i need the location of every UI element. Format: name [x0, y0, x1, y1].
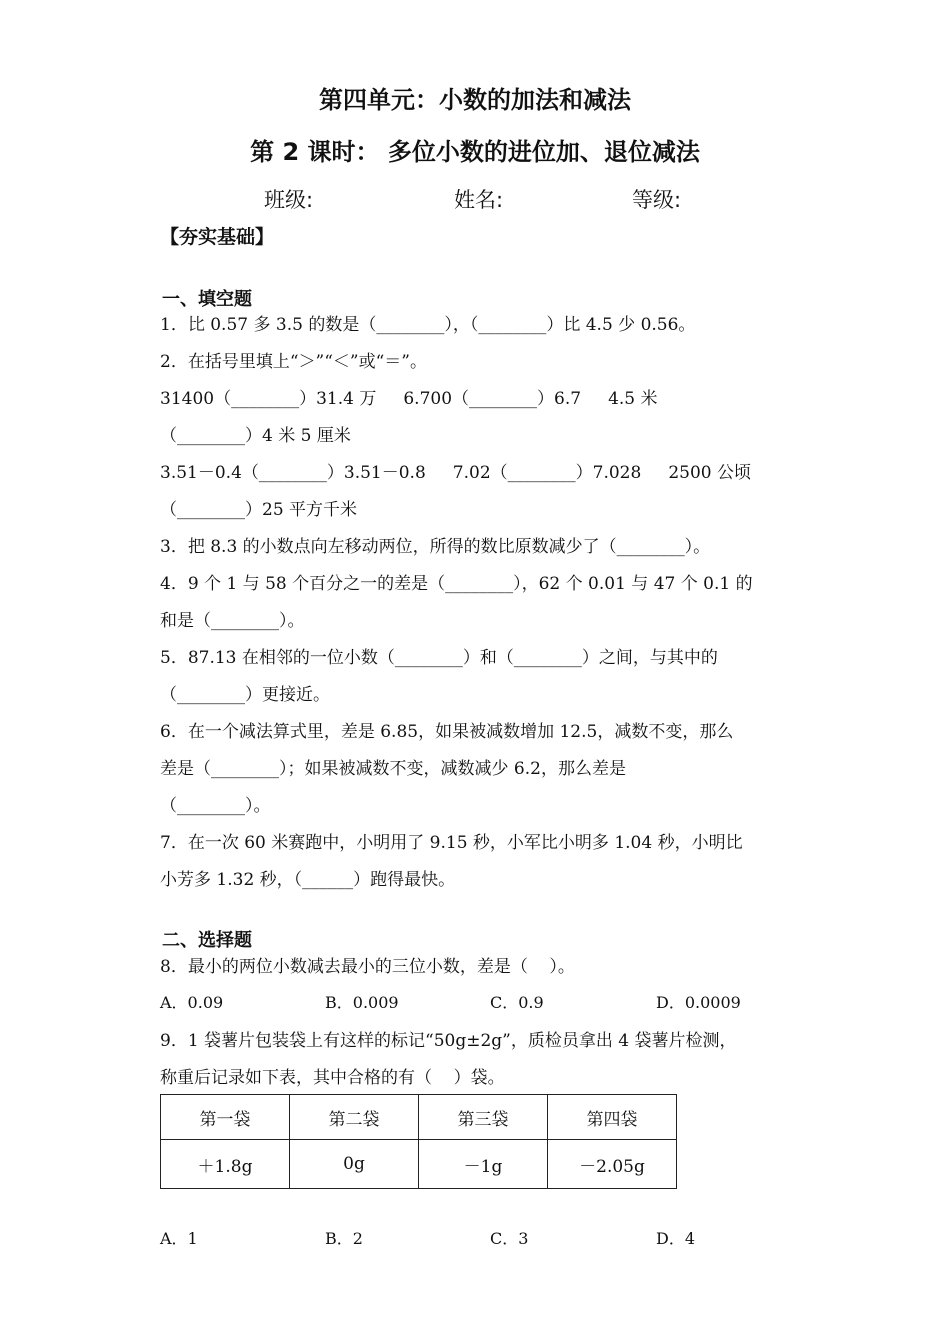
table-header-cell: 第二袋	[290, 1095, 419, 1140]
table-header-cell: 第一袋	[161, 1095, 290, 1140]
q8-option-a: A．0.09	[160, 993, 224, 1012]
q8-option-c: C．0.9	[490, 993, 544, 1012]
table-value-cell: ＋1.8g	[161, 1140, 290, 1189]
table-header-cell: 第三袋	[419, 1095, 548, 1140]
table-header-cell: 第四袋	[548, 1095, 677, 1140]
table-value-cell: 0g	[290, 1140, 419, 1189]
question-9-text: 称重后记录如下表，其中合格的有（ ）袋。	[160, 1068, 505, 1088]
question-line: 小芳多 1.32 秒，（______）跑得最快。	[160, 870, 456, 890]
q9-option-b: B．2	[325, 1229, 363, 1248]
grade-label: 等级:	[632, 188, 682, 212]
name-label: 姓名:	[454, 188, 504, 212]
q8-option-d: D．0.0009	[656, 993, 741, 1012]
table-value-cell: －1g	[419, 1140, 548, 1189]
question-line: 1．比 0.57 多 3.5 的数是（________），（________）比 4.5 少 0.56。	[160, 315, 696, 335]
student-info-line	[0, 184, 950, 214]
weight-table	[160, 1094, 677, 1189]
question-line: 和是（________）。	[160, 611, 305, 631]
question-line: 31400（________）31.4 万 6.700（________）6.7 4.5 米	[160, 389, 658, 409]
question-line: （________）。	[160, 796, 271, 816]
question-8-text: 8．最小的两位小数减去最小的三位小数，差是（ ）。	[160, 957, 575, 977]
unit-title: 第四单元：小数的加法和减法	[319, 86, 631, 114]
q8-option-b: B．0.009	[325, 993, 399, 1012]
question-line: 4．9 个 1 与 58 个百分之一的差是（________），62 个 0.01 与 47 个 0.1 的	[160, 574, 753, 594]
section-tag: 【夯实基础】	[160, 226, 275, 248]
table-value-cell: －2.05g	[548, 1140, 677, 1189]
question-line: 6．在一个减法算式里，差是 6.85，如果被减数增加 12.5，减数不变，那么	[160, 722, 734, 742]
question-9-text: 9．1 袋薯片包装袋上有这样的标记“50g±2g”，质检员拿出 4 袋薯片检测，	[160, 1031, 737, 1051]
class-label: 班级:	[264, 188, 314, 212]
question-line: 2．在括号里填上“＞”“＜”或“＝”。	[160, 352, 427, 372]
question-line: （________）25 平方千米	[160, 500, 358, 520]
q9-option-c: C．3	[490, 1229, 529, 1248]
fill-blank-heading: 一、填空题	[162, 289, 252, 310]
question-line: 差是（________）；如果被减数不变，减数减少 6.2，那么差是	[160, 759, 626, 779]
lesson-title: 第 2 课时： 多位小数的进位加、退位减法	[250, 138, 700, 166]
question-line: 5．87.13 在相邻的一位小数（________）和（________）之间，与其中的	[160, 648, 718, 668]
q9-option-d: D．4	[656, 1229, 696, 1248]
multiple-choice-heading: 二、选择题	[162, 930, 252, 951]
question-line: （________）更接近。	[160, 685, 330, 705]
question-line: 3.51－0.4（________）3.51－0.8 7.02（________）7.028 2500 公顷	[160, 463, 751, 483]
question-line: （________）4 米 5 厘米	[160, 426, 351, 446]
question-line: 3．把 8.3 的小数点向左移动两位，所得的数比原数减少了（________）。	[160, 537, 711, 557]
question-line: 7．在一次 60 米赛跑中，小明用了 9.15 秒，小军比小明多 1.04 秒，小明比	[160, 833, 743, 853]
q9-option-a: A．1	[160, 1229, 198, 1248]
